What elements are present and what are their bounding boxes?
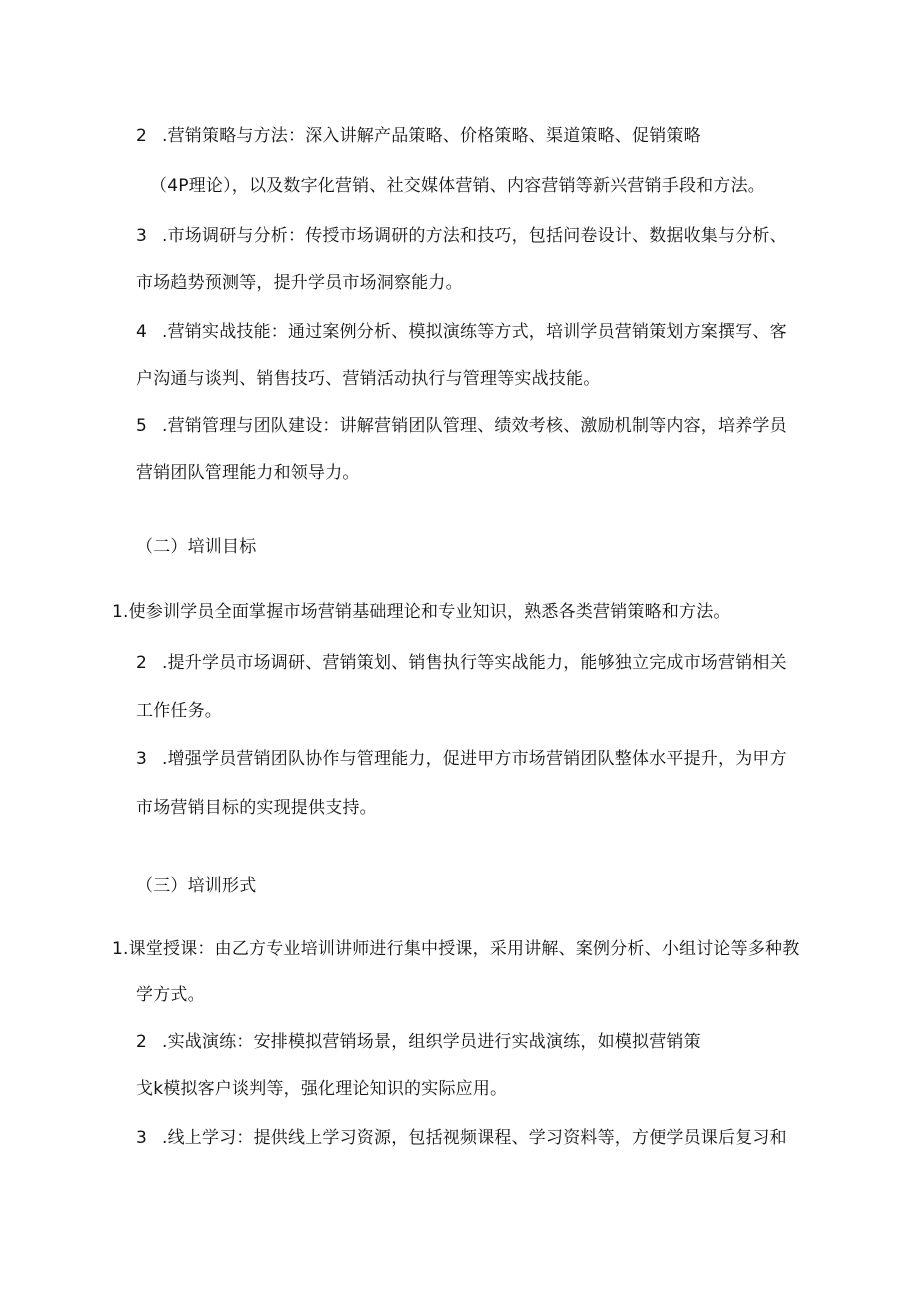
item-text: .营销策略与方法：深入讲解产品策略、价格策略、渠道策略、促销策略 [162,126,701,146]
item-number: 2 [136,653,148,673]
item-text: .实战演练：安排模拟营销场景，组织学员进行实战演练，如模拟营销策 [162,1032,701,1052]
item-text: .线上学习：提供线上学习资源，包括视频课程、学习资料等，方便学员课后复习和 [162,1128,787,1148]
item-4-line1 [136,320,787,344]
item-4-line2: 户沟通与谈判、销售技巧、营销活动执行与管理等实战技能。 [136,369,601,389]
item-text: .增强学员营销团队协作与管理能力，促进甲方市场营销团队整体水平提升，为甲方 [162,749,787,769]
item-text: .营销实战技能：通过案例分析、模拟演练等方式，培训学员营销策划方案撰写、客 [162,322,787,342]
item-number: 2 [136,126,148,146]
format-item-2-line2: 戈k模拟客户谈判等，强化理论知识的实际应用。 [136,1079,508,1099]
goal-item-3-line2: 市场营销目标的实现提供支持。 [136,798,377,818]
item-5-line2: 营销团队管理能力和领导力。 [136,463,360,483]
format-item-2-line1 [136,1030,701,1054]
item-5-line1 [136,414,787,438]
format-item-1-line1: 1.课堂授课：由乙方专业培训讲师进行集中授课，采用讲解、案例分析、小组讨论等多种教 [112,939,800,959]
item-text: .提升学员市场调研、营销策划、销售执行等实战能力，能够独立完成市场营销相关 [162,653,787,673]
item-number: 3 [136,1128,148,1148]
section-heading-training-format: （三）培训形式 [136,876,257,896]
format-item-1-line2: 学方式。 [136,985,205,1005]
item-2-line1 [136,124,701,148]
format-item-3-line1 [136,1126,787,1150]
item-number: 4 [136,322,148,342]
goal-item-2-line2: 工作任务。 [136,701,222,721]
item-number: 3 [136,749,148,769]
item-2-line2: （4P理论），以及数字化营销、社交媒体营销、内容营销等新兴营销手段和方法。 [150,176,765,196]
item-number: 3 [136,226,148,246]
goal-item-2-line1 [136,651,787,675]
item-text: .市场调研与分析：传授市场调研的方法和技巧，包括问卷设计、数据收集与分析、 [162,226,787,246]
item-3-line2: 市场趋势预测等，提升学员市场洞察能力。 [136,273,463,293]
section-heading-training-goals: （二）培训目标 [136,537,257,557]
item-3-line1 [136,224,787,248]
item-number: 5 [136,416,148,436]
item-text: .营销管理与团队建设：讲解营销团队管理、绩效考核、激励机制等内容，培养学员 [162,416,787,436]
item-number: 2 [136,1032,148,1052]
goal-item-3-line1 [136,747,787,771]
goal-item-1: 1.使参训学员全面掌握市场营销基础理论和专业知识，熟悉各类营销策略和方法。 [112,602,731,622]
